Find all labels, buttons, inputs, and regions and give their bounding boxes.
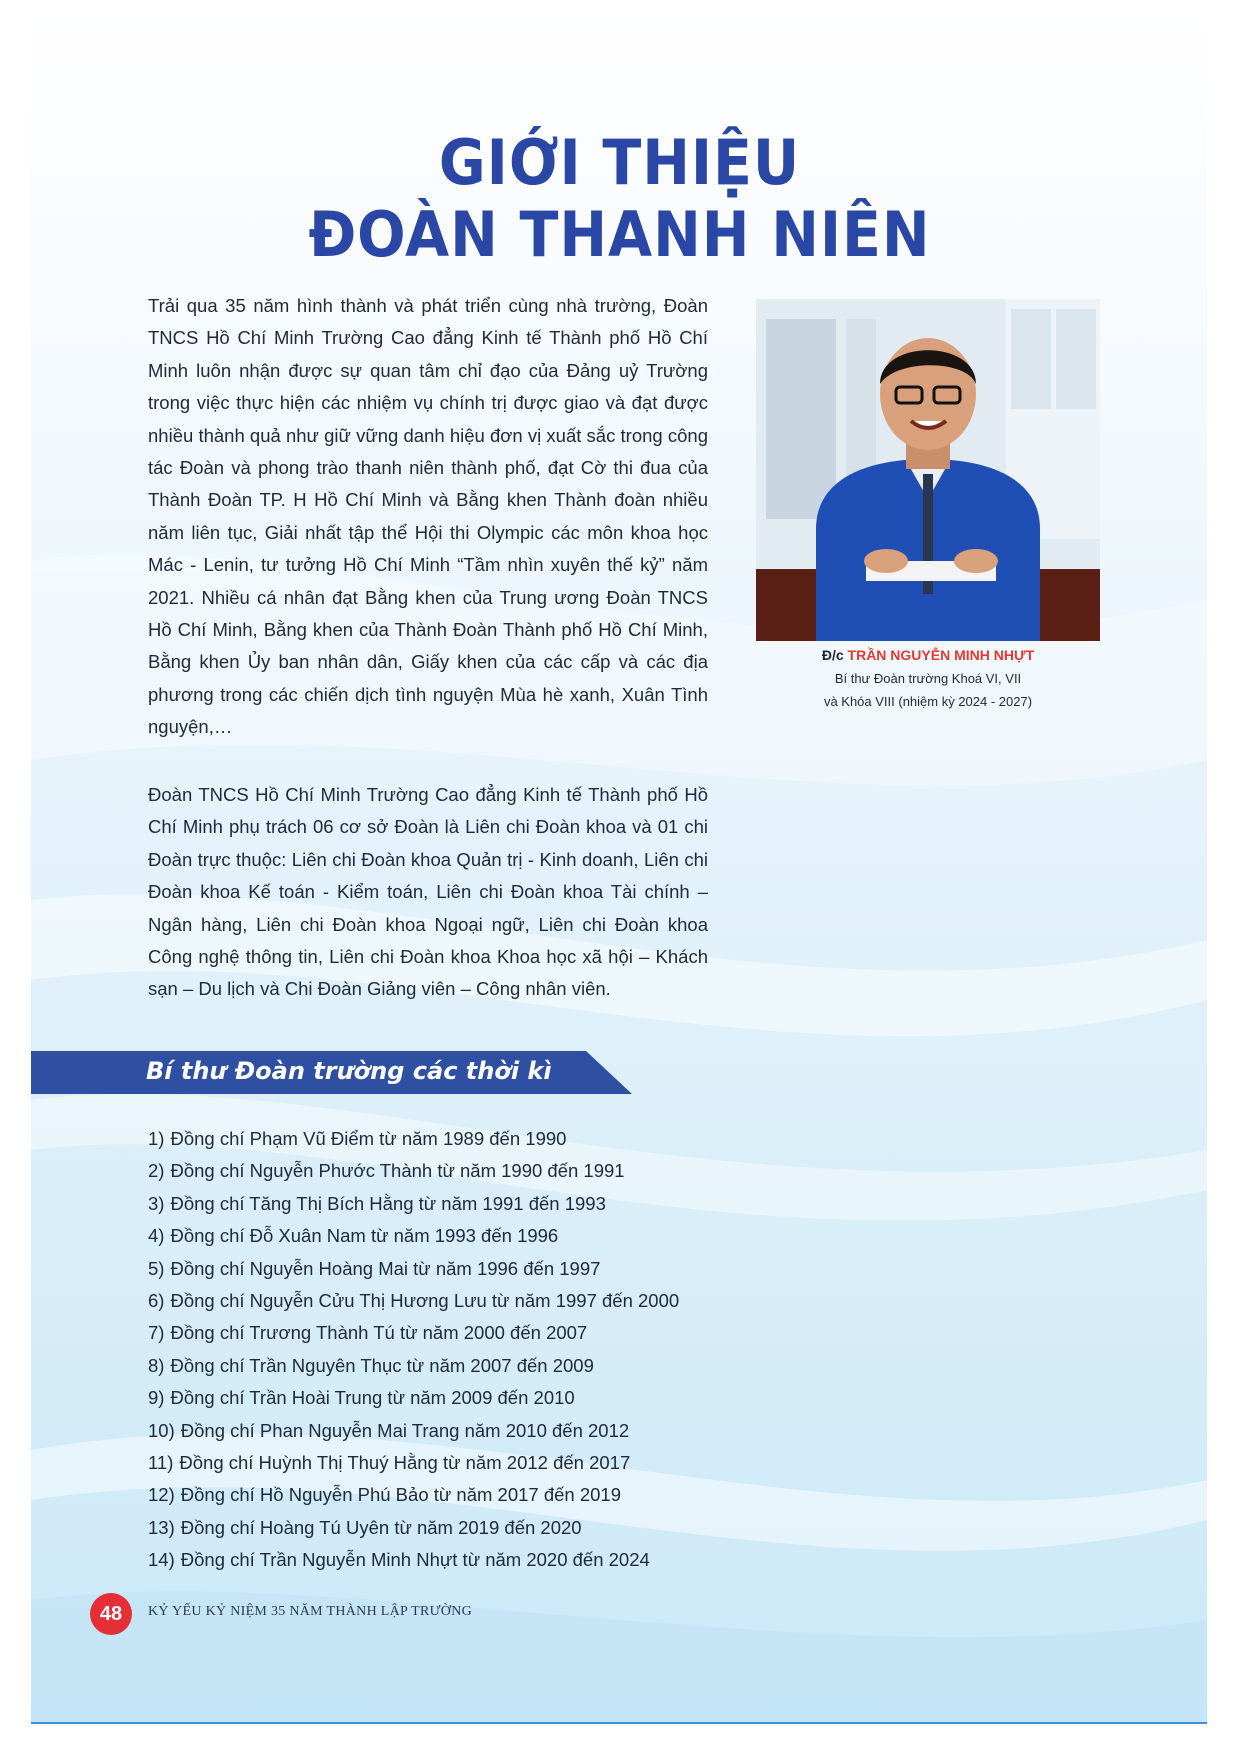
secretary-item [148, 1415, 679, 1447]
secretary-item-text: Đồng chí Phan Nguyễn Mai Trang năm 2010 đến 2012 [180, 1419, 630, 1441]
secretary-list [148, 1123, 679, 1576]
secretary-item-text: Đồng chí Huỳnh Thị Thuý Hằng từ năm 2012 đến 2017 [179, 1451, 631, 1473]
secretary-item-text: Đồng chí Đỗ Xuân Nam từ năm 1993 đến 1996 [170, 1225, 559, 1247]
secretary-item [148, 1382, 679, 1414]
secretary-item-number: 1) [148, 1128, 165, 1149]
secretary-item-number: 3) [148, 1192, 165, 1214]
secretary-item-text: Đồng chí Nguyễn Cửu Thị Hương Lưu từ năm 1997 đến 2000 [170, 1289, 680, 1311]
secretary-item-text: Đồng chí Trần Nguyên Thục từ năm 2007 đến 2009 [170, 1354, 594, 1376]
secretary-item-text: Đồng chí Nguyễn Phước Thành từ năm 1990 đến 1991 [170, 1160, 625, 1182]
secretary-item-number: 9) [148, 1387, 165, 1409]
secretary-item [148, 1317, 679, 1349]
secretary-item [148, 1220, 679, 1252]
secretary-item-text: Đồng chí Trần Hoài Trung từ năm 2009 đến 2010 [170, 1387, 575, 1409]
secretary-item [148, 1155, 679, 1187]
photo-caption-name [756, 647, 1100, 663]
secretary-item-number: 5) [148, 1257, 165, 1279]
secretary-item [148, 1285, 679, 1317]
secretary-item [148, 1123, 679, 1155]
caption-prefix: Đ/c [821, 647, 848, 663]
secretary-item-number: 6) [148, 1289, 165, 1311]
secretary-item-number: 4) [148, 1225, 165, 1247]
secretary-item-number: 8) [148, 1354, 165, 1376]
secretary-item-text: Đồng chí Tăng Thị Bích Hằng từ năm 1991 đến 1993 [170, 1192, 606, 1214]
secretary-item [148, 1188, 679, 1220]
secretary-item-text: Đồng chí Hồ Nguyễn Phú Bảo từ năm 2017 đến 2019 [180, 1484, 621, 1506]
secretary-item [148, 1447, 679, 1479]
secretary-item-number: 7) [148, 1322, 165, 1344]
page-number-badge: 48 [90, 1593, 132, 1635]
secretary-item [148, 1253, 679, 1285]
secretary-item [148, 1512, 679, 1544]
secretary-item-number: 10) [148, 1419, 175, 1441]
secretary-item-number: 11) [148, 1451, 174, 1473]
secretary-item-text: Đồng chí Trần Nguyễn Minh Nhựt từ năm 2020 đến 2024 [180, 1549, 650, 1571]
portrait-photo [756, 299, 1100, 641]
secretary-item-text: Đồng chí Trương Thành Tú từ năm 2000 đến 2007 [170, 1322, 588, 1344]
caption-person-name: TRẦN NGUYỄN MINH NHỰT [847, 647, 1035, 663]
page-title-line-1: GIỚI THIỆU [438, 126, 801, 199]
bottom-rule [31, 1722, 1207, 1724]
intro-paragraph-1: Trải qua 35 năm hình thành và phát triển cùng nhà trường, Đoàn TNCS Hồ Chí Minh Trường Cao đẳng Kinh tế Thành phố Hồ Chí Minh luôn nhận được sự quan tâm chỉ đạo của Đảng uỷ Trường trong việc thực hiện các nhiệm vụ chính trị được giao và đạt được nhiều thành quả như giữ vững danh hiệu đơn vị xuất sắc trong công tác Đoàn và phong trào thanh niên thành phố, đạt Cờ thi đua của Thành Đoàn TP. H Hồ Chí Minh và Bằng khen Thành đoàn nhiều năm liên tục, Giải nhất tập thể Hội thi Olympic các môn khoa học Mác - Lenin, tư tưởng Hồ Chí Minh “Tầm nhìn xuyên thế kỷ” năm 2021. Nhiều cá nhân đạt Bằng khen của Trung ương Đoàn TNCS Hồ Chí Minh, Bằng khen của Thành Đoàn Thành phố Hồ Chí Minh, Bằng khen Ủy ban nhân dân, Giấy khen của các cấp và các địa phương trong các chiến dịch tình nguyện Mùa hè xanh, Xuân Tình nguyện,… [148, 295, 708, 738]
footer-text: KỶ YẾU KỶ NIỆM 35 NĂM THÀNH LẬP TRƯỜNG [148, 1604, 473, 1619]
intro-paragraph-2: Đoàn TNCS Hồ Chí Minh Trường Cao đẳng Kinh tế Thành phố Hồ Chí Minh phụ trách 06 cơ sở Đoàn là Liên chi Đoàn khoa và 01 chi Đoàn trực thuộc: Liên chi Đoàn khoa Quản trị - Kinh doanh, Liên chi Đoàn khoa Kế toán - Kiểm toán, Liên chi Đoàn khoa Tài chính – Ngân hàng, Liên chi Đoàn khoa Ngoại ngữ, Liên chi Đoàn khoa Công nghệ thông tin, Liên chi Đoàn khoa Khoa học xã hội – Khách sạn – Du lịch và Chi Đoàn Giảng viên – Công nhân viên. [148, 784, 708, 1000]
secretary-item [148, 1479, 679, 1511]
portrait-illustration [756, 299, 1100, 641]
secretary-item-number: 13) [148, 1516, 175, 1538]
secretary-item-text: Đồng chí Hoàng Tú Uyên từ năm 2019 đến 2020 [180, 1516, 582, 1538]
secretary-item-text: Đồng chí Phạm Vũ Điểm từ năm 1989 đến 1990 [170, 1128, 567, 1149]
secretary-item-number: 12) [148, 1484, 175, 1506]
secretary-item-number: 14) [148, 1549, 175, 1571]
secretary-item [148, 1544, 679, 1576]
page-title-line-2: ĐOÀN THANH NIÊN [308, 198, 931, 271]
secretary-item [148, 1350, 679, 1382]
section-title: Bí thư Đoàn trường các thời kì [146, 1057, 552, 1085]
secretary-item-text: Đồng chí Nguyễn Hoàng Mai từ năm 1996 đến 1997 [170, 1257, 601, 1279]
secretary-item-number: 2) [148, 1160, 165, 1182]
photo-caption-role: Bí thư Đoàn trường Khoá VI, VII [834, 671, 1022, 686]
photo-caption-term: và Khóa VIII (nhiệm kỳ 2024 - 2027) [823, 694, 1033, 709]
